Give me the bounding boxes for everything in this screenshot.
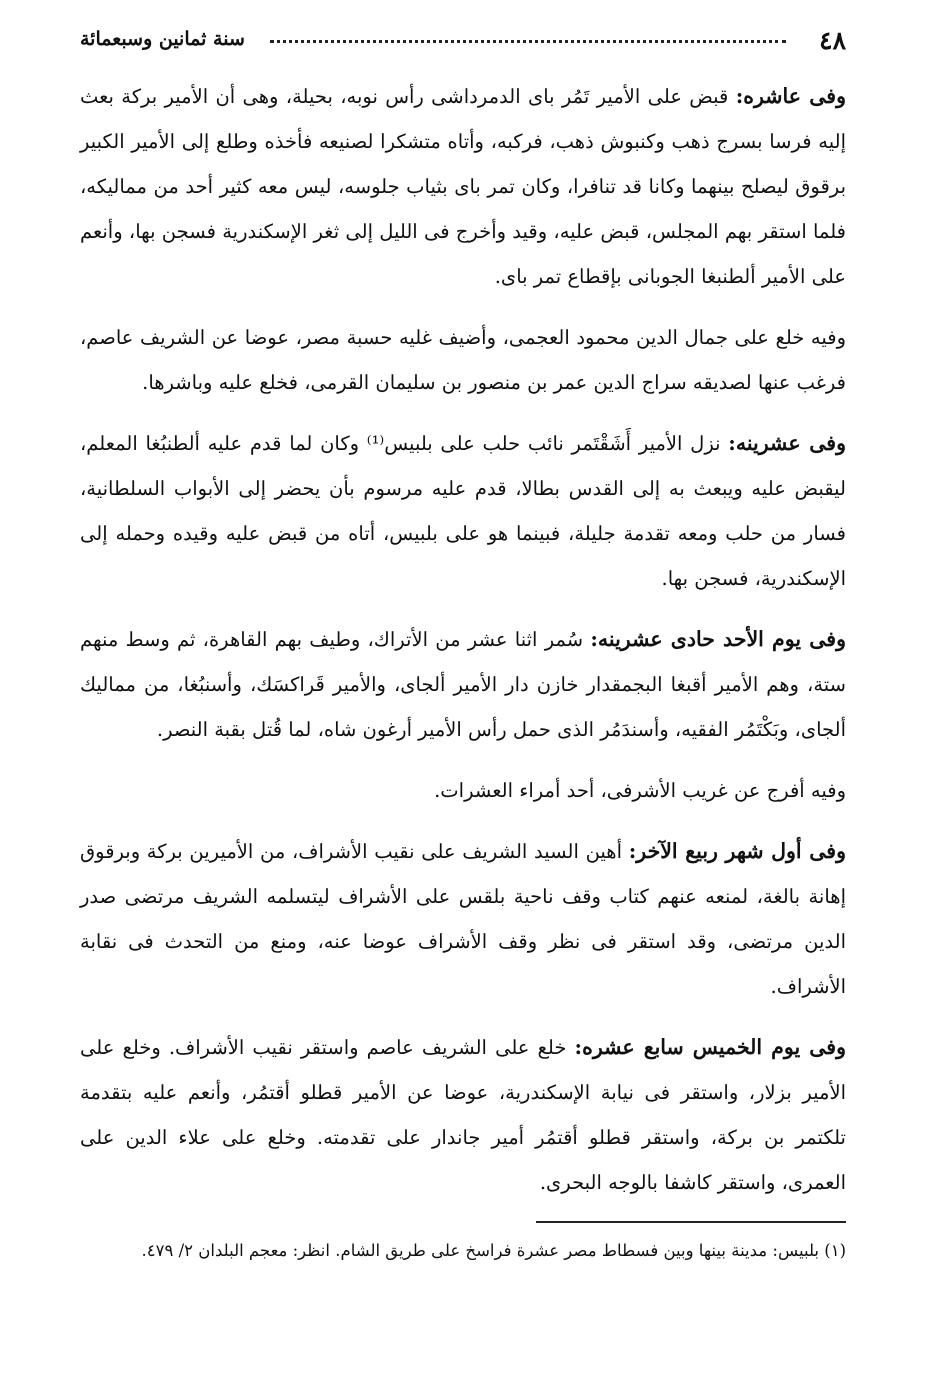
paragraph-text: نزل الأمير أَشَقْتَمر نائب حلب على بلبيس⁽¹⁾ وكان لما قدم عليه ألطنبُغا المعلم، ليقبض عليه ويبعث به إلى القدس بطالا، قدم عليه مرسوم بأن يحضر إلى الأبواب السلطانية، فسار من حلب ومعه تقدمة جليلة، فبينما هو على بلبيس، أتاه من قبض عليه وقيده وحمله إلى الإسكندرية، فسجن بها. [80, 432, 846, 590]
paragraph [80, 768, 846, 813]
paragraph [80, 421, 846, 601]
header-dotted-leader [270, 40, 786, 43]
paragraph-text: سُمر اثنا عشر من الأتراك، وطيف بهم القاهرة، ثم وسط منهم ستة، وهم الأمير أقبغا البجمقدار خازن دار الأمير ألجاى، والأمير قَراكسَك، وأسنبُغا، من مماليك ألجاى، وبَكْتَمُر الفقيه، وأسندَمُر الذى حمل رأس الأمير أرغون شاه، لما قُتل بقبة النصر. [80, 628, 846, 741]
paragraph-lead: وفى عشرينه: [728, 431, 846, 455]
paragraph-text: قبض على الأمير تَمُر باى الدمرداشى رأس نوبه، بحيلة، وهى أن الأمير بركة بعث إليه فرسا بسرج ذهب وكنبوش ذهب، فركبه، وأتاه متشكرا لصنيعه فأخذه وطلع إلى الأمير الكبير برقوق ليصلح بينهما وكانا قد تنافرا، وكان تمر باى بثياب جلوسه، ليس معه كثير أحد من مماليكه، فلما استقر بهم المجلس، قبض عليه، وقيد وأخرج فى الليل إلى ثغر الإسكندرية فسجن بها، وأنعم على الأمير ألطنبغا الجوبانى بإقطاع تمر باى. [80, 85, 846, 288]
running-header [80, 22, 846, 62]
paragraph-lead: وفى يوم الخميس سابع عشره: [574, 1035, 846, 1059]
paragraph [80, 74, 846, 299]
paragraph-lead: وفى أول شهر ربيع الآخر: [628, 839, 847, 863]
footnote-separator [536, 1221, 846, 1223]
paragraph-text: خلع على الشريف عاصم واستقر نقيب الأشراف. وخلع على الأمير بزلار، واستقر فى نيابة الإسكندرية، عوضا عن الأمير قطلو أقتمُر، وأنعم عليه بتقدمة تلكتمر بن بركة، واستقر قطلو أقتمُر أمير جاندار على تقدمته. وخلع على علاء الدين على العمرى، واستقر كاشفا بالوجه البحرى. [80, 1036, 846, 1194]
paragraph-lead: وفى يوم الأحد حادى عشرينه: [590, 627, 846, 651]
paragraph-text: وفيه أفرج عن غريب الأشرفى، أحد أمراء العشرات. [434, 779, 846, 802]
footnote: (١) بلبيس: مدينة بينها وبين فسطاط مصر عشرة فراسخ على طريق الشام. انظر: معجم البلدان ٢/ ٤٧٩. [141, 1241, 846, 1260]
paragraph [80, 315, 846, 405]
book-page [80, 22, 846, 1362]
main-text [80, 74, 846, 1205]
page-number: ٤٨ [819, 26, 846, 55]
paragraph-text: أهين السيد الشريف على نقيب الأشراف، من الأميرين بركة وبرقوق إهانة بالغة، لمنعه عنهم كتاب وقف ناحية بلقس على الأشراف ليتسلمه الشريف مرتضى صدر الدين مرتضى، وقد استقر فى نظر وقف الأشراف عوضا عنه، ومنع من التحدث فى نقابة الأشراف. [80, 840, 846, 998]
paragraph [80, 829, 846, 1009]
paragraph [80, 1025, 846, 1205]
running-title: سنة ثمانين وسبعمائة [80, 28, 245, 50]
paragraph [80, 617, 846, 752]
paragraph-text: وفيه خلع على جمال الدين محمود العجمى، وأضيف غليه حسبة مصر، عوضا عن الشريف عاصم، فرغب عنها لصديقه سراج الدين عمر بن منصور بن سليمان القرمى، فخلع عليه وباشرها. [80, 326, 846, 394]
paragraph-lead: وفى عاشره: [735, 84, 846, 108]
